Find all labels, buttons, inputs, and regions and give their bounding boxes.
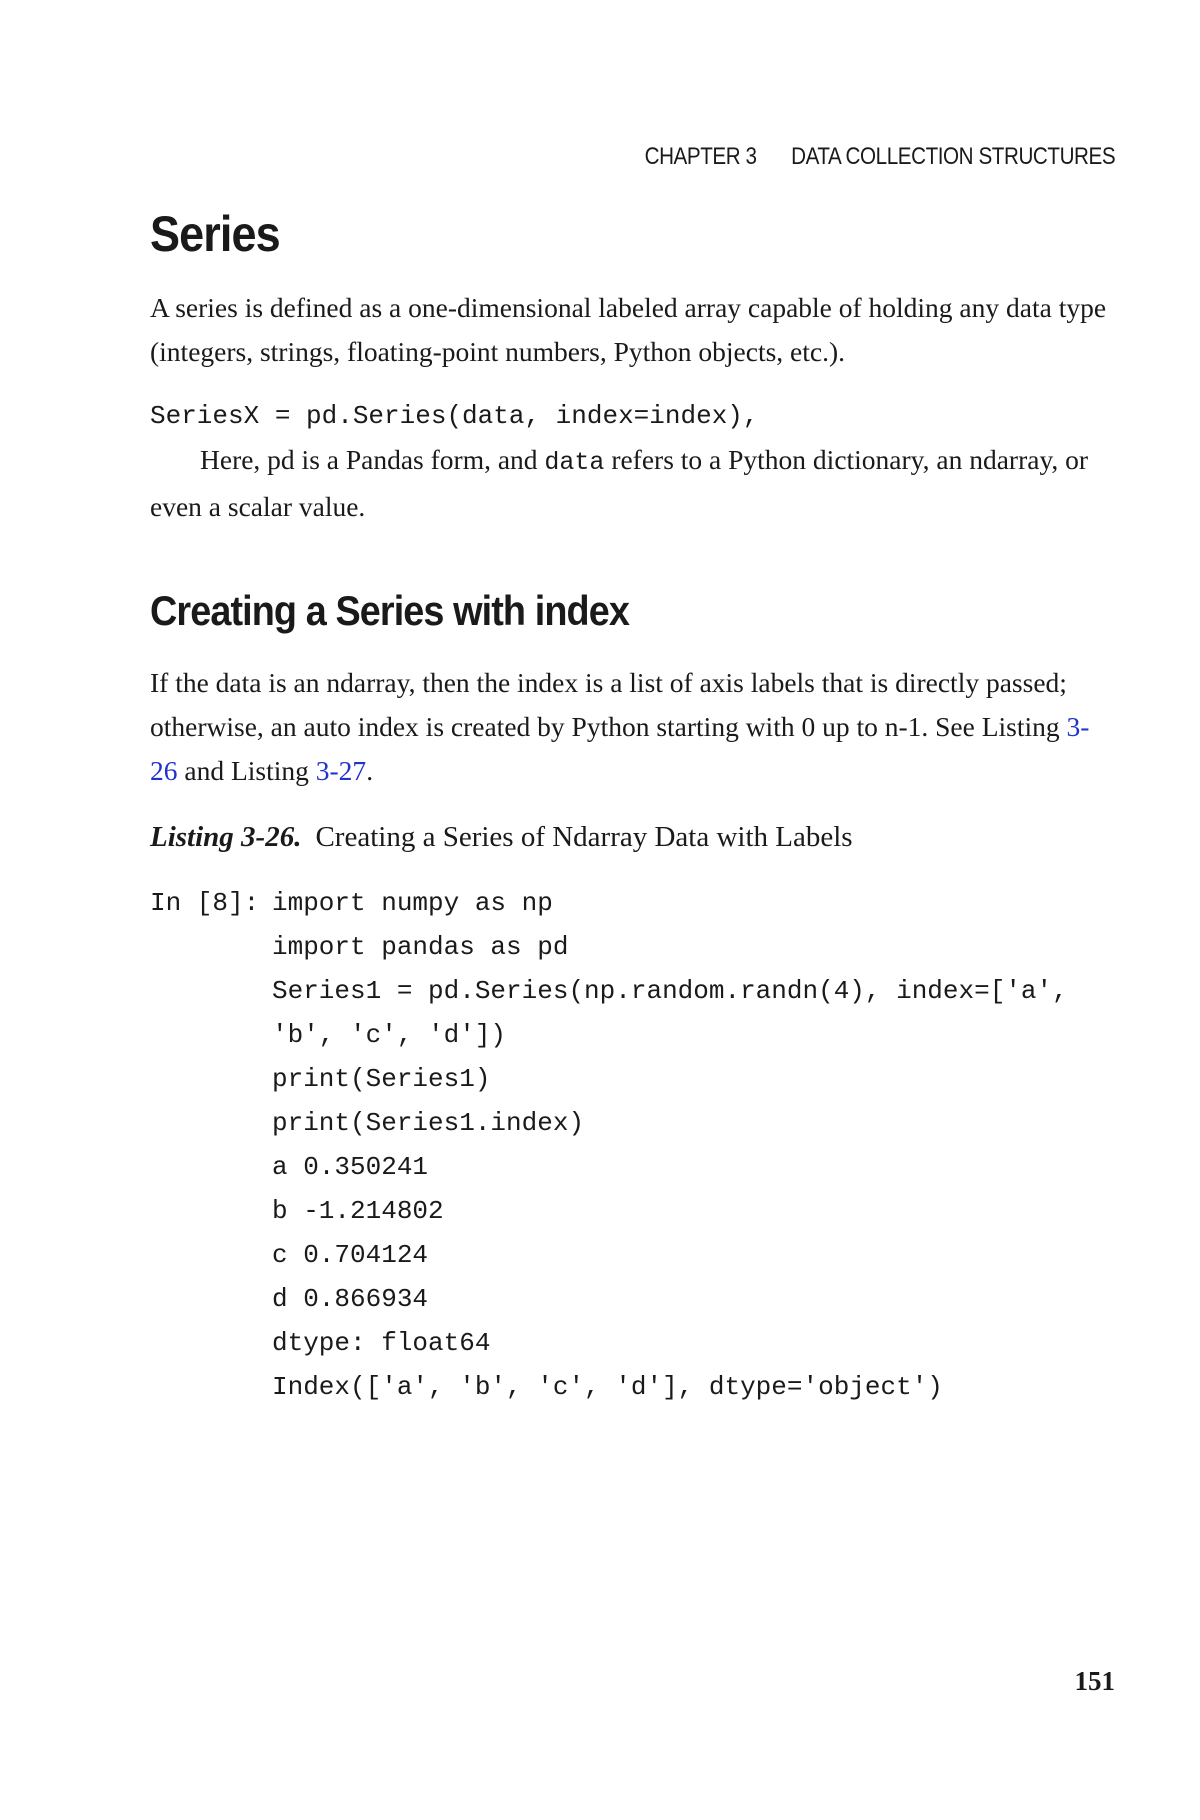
input-prompt: In [8]: bbox=[150, 888, 260, 918]
output-line: Index(['a', 'b', 'c', 'd'], dtype='object') bbox=[272, 1372, 943, 1402]
code-line: import pandas as pd bbox=[272, 932, 569, 962]
section-heading-series: Series bbox=[150, 206, 280, 262]
listing-label: Listing 3-26. bbox=[150, 821, 302, 853]
running-head-chapter: CHAPTER 3 bbox=[644, 143, 757, 170]
code-line: 'b', 'c', 'd']) bbox=[272, 1020, 507, 1050]
page-content bbox=[150, 204, 1115, 1409]
output-line: a 0.350241 bbox=[272, 1152, 429, 1182]
running-head-title: DATA COLLECTION STRUCTURES bbox=[790, 143, 1115, 170]
series-definition-paragraph: A series is defined as a one-dimensional labeled array capable of holding any data type (integers, strings, floating-point numbers, Python objects, etc.). bbox=[150, 292, 1107, 367]
index-text-middle: and Listing bbox=[177, 755, 316, 786]
code-line: import numpy as np bbox=[272, 888, 553, 918]
series-explanation-paragraph bbox=[150, 438, 1115, 529]
explanation-text-start: Here, pd is a Pandas form, and bbox=[200, 444, 545, 475]
output-line: c 0.704124 bbox=[272, 1240, 429, 1270]
code-listing bbox=[150, 881, 1115, 1409]
listing-3-27-link[interactable]: 3-27 bbox=[315, 755, 367, 786]
running-head bbox=[644, 143, 1115, 171]
code-line: Series1 = pd.Series(np.random.randn(4), index=['a', bbox=[272, 976, 1068, 1006]
page-number: 151 bbox=[1074, 1666, 1115, 1696]
code-line: print(Series1.index) bbox=[272, 1108, 585, 1138]
listing-caption-text: Creating a Series of Ndarray Data with Labels bbox=[315, 821, 853, 853]
output-line: b -1.214802 bbox=[272, 1196, 444, 1226]
output-line: d 0.866934 bbox=[272, 1284, 429, 1314]
code-line: print(Series1) bbox=[272, 1064, 491, 1094]
index-explanation-paragraph bbox=[150, 661, 1115, 793]
index-text-end: . bbox=[366, 755, 374, 786]
output-line: dtype: float64 bbox=[272, 1328, 491, 1358]
index-text-start: If the data is an ndarray, then the index is a list of axis labels that is directly passed; otherwise, an auto index is created by Python starting with 0 up to n-1. See Listing bbox=[150, 667, 1067, 742]
section-heading-creating-series: Creating a Series with index bbox=[150, 587, 629, 634]
listing-3-26-link[interactable]: 3-26 bbox=[150, 711, 1090, 786]
code-lines bbox=[272, 881, 1115, 1409]
series-syntax-code: SeriesX = pd.Series(data, index=index), bbox=[150, 401, 759, 431]
listing-caption bbox=[150, 815, 1115, 859]
inline-code-data: data bbox=[544, 448, 605, 477]
explanation-text-end: refers to a Python dictionary, an ndarray, or even a scalar value. bbox=[150, 444, 1089, 522]
